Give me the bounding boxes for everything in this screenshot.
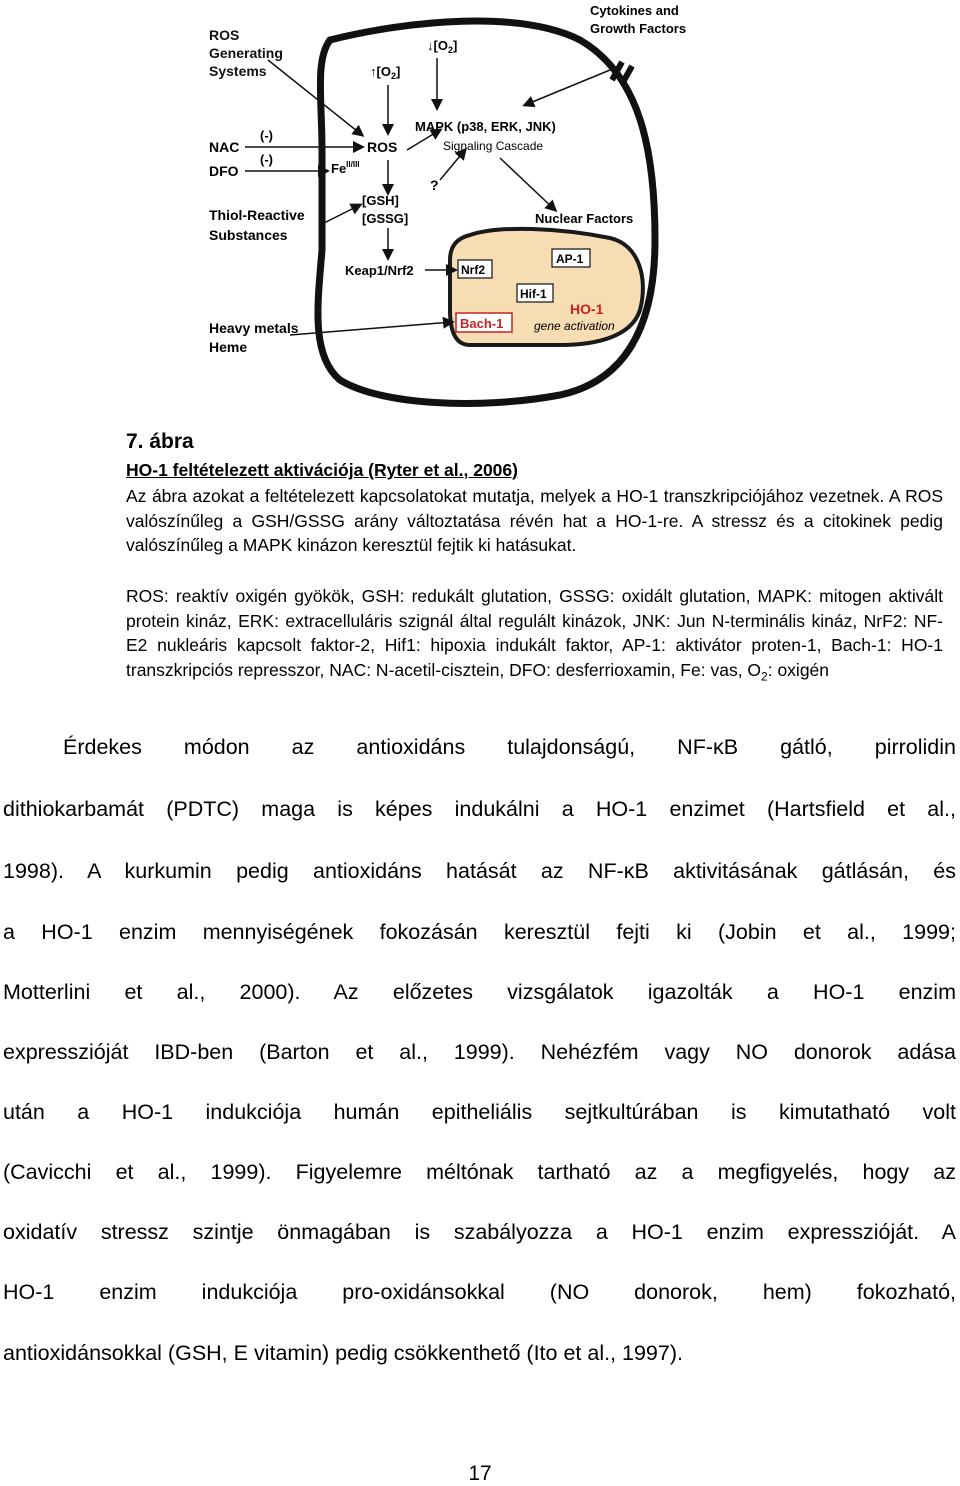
ho1-activation-diagram — [180, 0, 687, 410]
nrf2-label: Nrf2 — [461, 263, 486, 277]
body-line-3: 1998). A kurkumin pedig antioxidáns hatását az NF-κB aktivitásának gátlásán, és — [3, 859, 956, 883]
ho1-label: HO-1 — [570, 301, 604, 317]
body-line-9: oxidatív stressz szintje önmagában is szabályozza a HO-1 enzim expresszióját. A — [3, 1220, 956, 1244]
keap-label: Keap1/Nrf2 — [345, 263, 414, 278]
body-line-11: antioxidánsokkal (GSH, E vitamin) pedig csökkenthető (Ito et al., 1997). — [3, 1341, 683, 1365]
ros-generating-label: ROS Generating Systems — [209, 27, 283, 79]
cytokines-label: Cytokines and Growth Factors — [590, 3, 687, 36]
ap1-label: AP-1 — [556, 252, 584, 266]
body-line-5: Motterlini et al., 2000). Az előzetes vizsgálatok igazolták a HO-1 enzim — [3, 980, 956, 1004]
gene-activation-label: gene activation — [534, 319, 615, 333]
mapk-label: MAPK (p38, ERK, JNK) — [415, 119, 556, 134]
nac-label: NAC — [209, 139, 240, 155]
figure-description: Az ábra azokat a feltételezett kapcsolatokat mutatja, melyek a HO-1 transzkripciójához vezetnek. A ROS valószínűleg a GSH/GSSG arány változtatása révén hat a HO-1-re. A stressz és a citokinek pedig valószínűleg a MAPK kinázon keresztül fejtik ki hatásukat. — [126, 486, 943, 556]
gssg-label: [GSSG] — [362, 211, 409, 226]
fe-label: $Fe^{II/III}$ — [331, 160, 360, 176]
nac-minus: (-) — [260, 128, 273, 143]
o2-down-label: $↓[O_2]$ — [427, 38, 458, 55]
heavy-metals-label: Heavy metals Heme — [209, 320, 299, 355]
signaling-label: Signaling Cascade — [443, 139, 544, 153]
ros-label: ROS — [367, 139, 398, 155]
dfo-minus: (-) — [260, 152, 273, 167]
abbreviations-end: : oxigén — [767, 659, 830, 680]
nuclear-factors-label: Nuclear Factors — [535, 211, 634, 226]
bach1-label: Bach-1 — [460, 316, 504, 331]
figure-number: 7. ábra — [126, 430, 194, 453]
body-line-7: után a HO-1 indukciója humán epitheliális sejtkultúrában is kimutatható volt — [3, 1100, 956, 1124]
thiol-label: Thiol-Reactive Substances — [209, 207, 305, 243]
body-line-6: expresszióját IBD-ben (Barton et al., 1999). Nehézfém vagy NO donorok adása — [3, 1040, 956, 1064]
gsh-label: [GSH] — [362, 193, 399, 208]
question-mark: ? — [430, 177, 439, 193]
body-line-1: Érdekes módon az antioxidáns tulajdonságú, NF-κB gátló, pirrolidin — [63, 735, 956, 759]
abbreviations-subscript: 2 — [761, 669, 768, 684]
page-number: 17 — [468, 1462, 492, 1485]
dfo-label: DFO — [209, 163, 239, 179]
o2-up-label: $↑[O_2]$ — [370, 64, 401, 81]
body-line-10: HO-1 enzim indukciója pro-oxidánsokkal (NO donorok, hem) fokozható, — [3, 1280, 956, 1304]
body-line-2: dithiokarbamát (PDTC) maga is képes indukálni a HO-1 enzimet (Hartsfield et al., — [3, 797, 956, 821]
body-line-8: (Cavicchi et al., 1999). Figyelemre méltónak tartható az a megfigyelés, hogy az — [3, 1160, 956, 1184]
abbreviations-text: ROS: reaktív oxigén gyökök, GSH: redukált glutation, GSSG: oxidált glutation, MAPK: mitogen aktivált protein kináz, ERK: extracelluláris szignál által regulált kinázok, JNK: Jun N-terminális kináz, NrF2: NF-E2 nukleáris kapcsolt faktor-2, Hif1: hipoxia indukált faktor, AP-1: aktivátor proten-1, Bach-1: HO-1 transzkripciós represszor, NAC: N-acetil-cisztein, DFO: desferrioxamin, Fe: vas, O — [126, 586, 943, 680]
figure-abbreviations — [126, 584, 943, 689]
figure-title: HO-1 feltételezett aktivációja (Ryter et al., 2006) — [126, 460, 518, 480]
body-line-4: a HO-1 enzim mennyiségének fokozásán keresztül fejti ki (Jobin et al., 1999; — [3, 920, 956, 944]
hif1-label: Hif-1 — [520, 287, 547, 301]
